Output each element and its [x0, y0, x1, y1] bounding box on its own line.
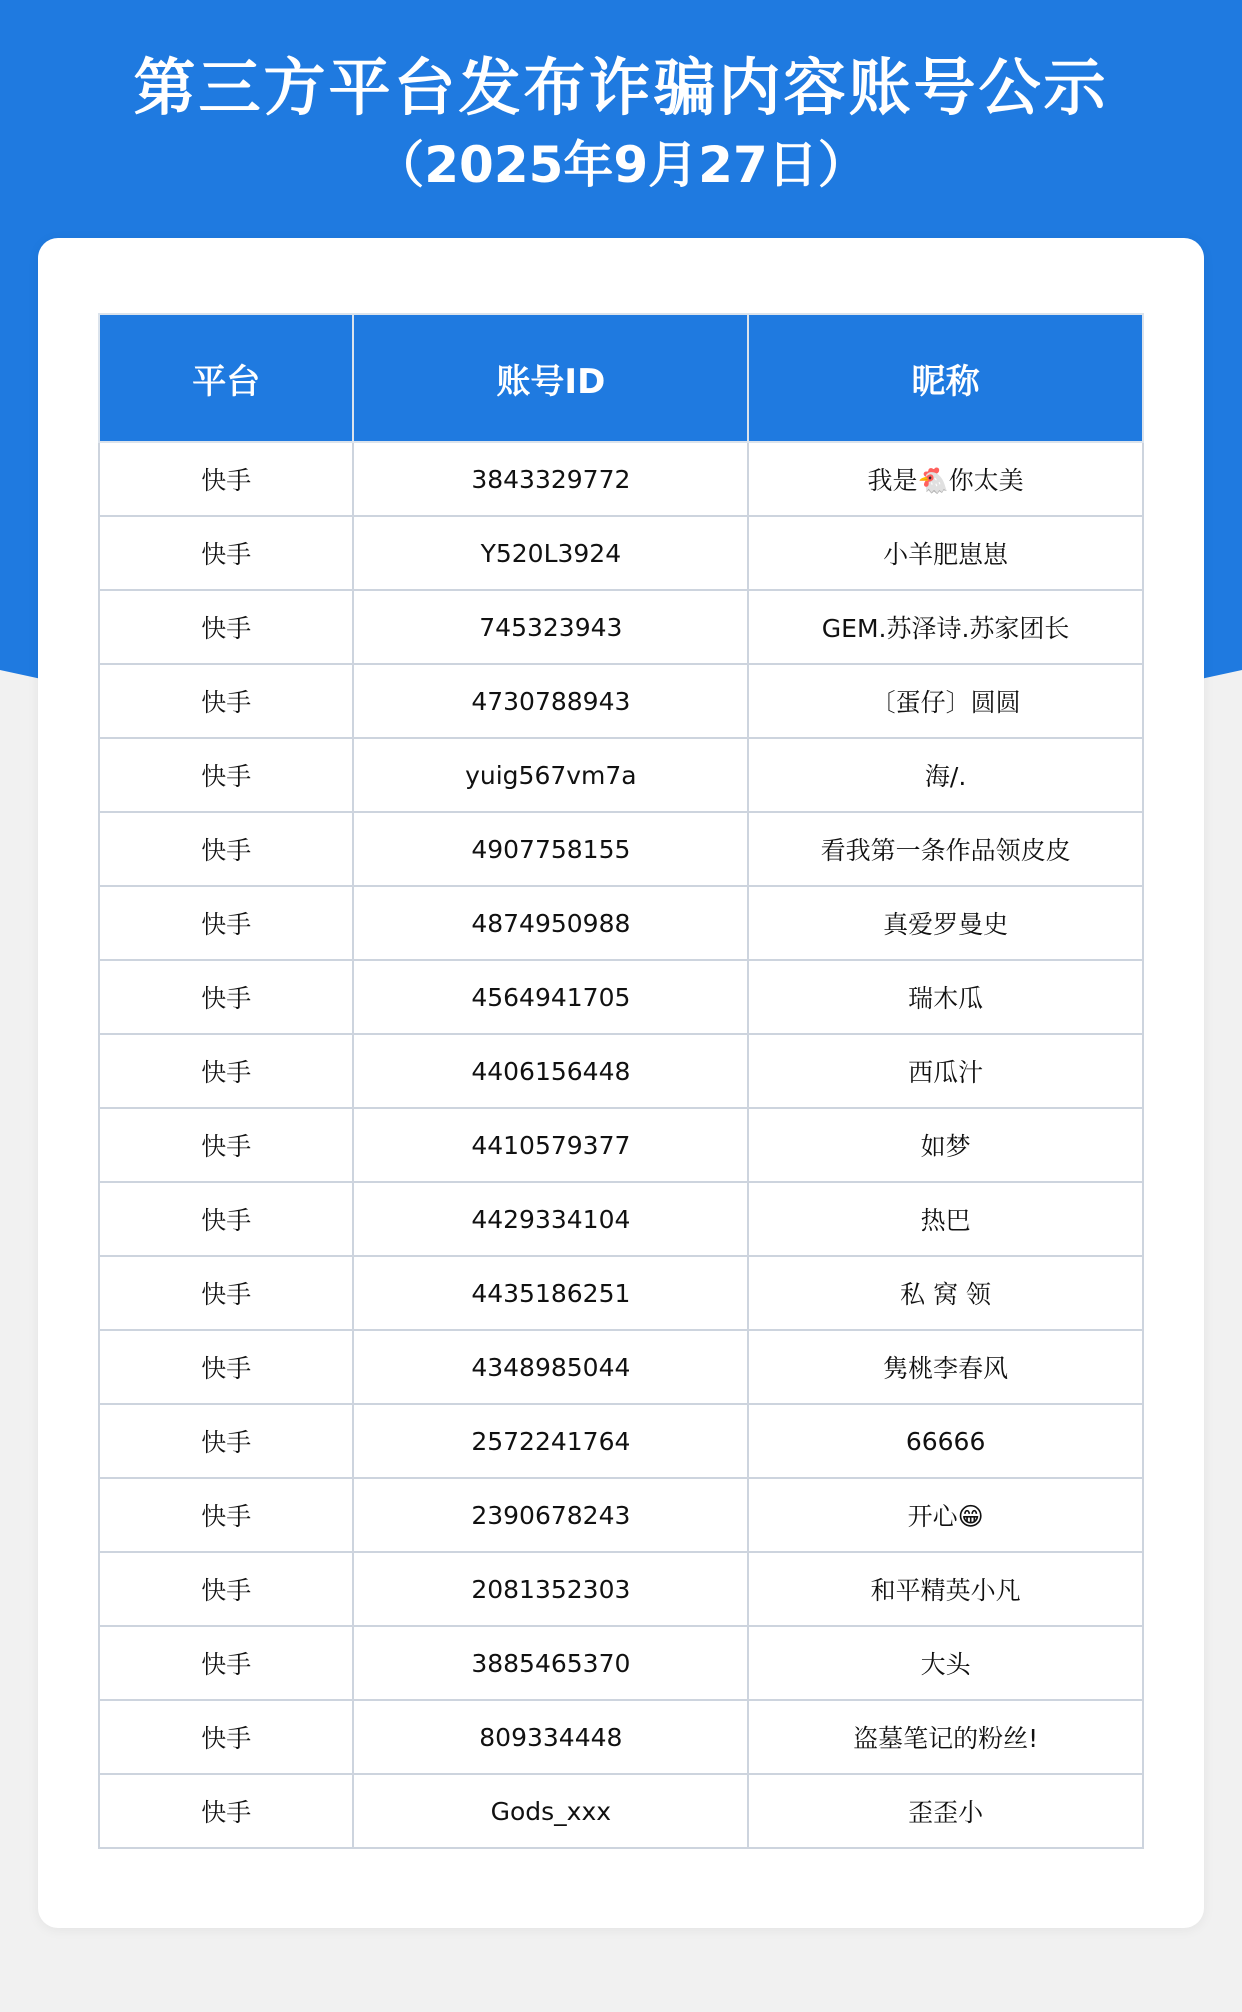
account-id-cell: 4564941705 — [353, 960, 748, 1034]
account-table — [98, 313, 1144, 1849]
platform-cell: 快手 — [99, 960, 353, 1034]
table-row — [99, 442, 1143, 516]
nickname-cell: 开心😁 — [748, 1478, 1143, 1552]
table-row — [99, 1478, 1143, 1552]
table-row — [99, 1552, 1143, 1626]
account-id-cell: 4435186251 — [353, 1256, 748, 1330]
account-id-cell: 2390678243 — [353, 1478, 748, 1552]
page-date: （2025年9月27日） — [374, 136, 868, 194]
nickname-cell: 隽桃李春风 — [748, 1330, 1143, 1404]
nickname-cell: 〔蛋仔〕圆圆 — [748, 664, 1143, 738]
table-row — [99, 1774, 1143, 1848]
table-header-row — [99, 314, 1143, 442]
platform-cell: 快手 — [99, 664, 353, 738]
table-row — [99, 664, 1143, 738]
table-row — [99, 590, 1143, 664]
account-id-cell: 3843329772 — [353, 442, 748, 516]
header-platform: 平台 — [99, 314, 353, 442]
account-id-cell: 2081352303 — [353, 1552, 748, 1626]
table-row — [99, 516, 1143, 590]
nickname-cell: 看我第一条作品领皮皮 — [748, 812, 1143, 886]
nickname-cell: 和平精英小凡 — [748, 1552, 1143, 1626]
platform-cell: 快手 — [99, 1256, 353, 1330]
nickname-cell: 小羊肥崽崽 — [748, 516, 1143, 590]
account-id-cell: Gods_xxx — [353, 1774, 748, 1848]
table-row — [99, 1404, 1143, 1478]
nickname-cell: GEM.苏泽诗.苏家团长 — [748, 590, 1143, 664]
nickname-cell: 如梦 — [748, 1108, 1143, 1182]
page-title: 第三方平台发布诈骗内容账号公示 — [133, 51, 1109, 124]
table-row — [99, 1330, 1143, 1404]
table-row — [99, 1108, 1143, 1182]
account-id-cell: 4406156448 — [353, 1034, 748, 1108]
account-id-cell: yuig567vm7a — [353, 738, 748, 812]
nickname-cell: 私 窝 领 — [748, 1256, 1143, 1330]
header-nickname: 昵称 — [748, 314, 1143, 442]
platform-cell: 快手 — [99, 738, 353, 812]
table-row — [99, 1626, 1143, 1700]
platform-cell: 快手 — [99, 1330, 353, 1404]
nickname-cell: 西瓜汁 — [748, 1034, 1143, 1108]
account-id-cell: 4410579377 — [353, 1108, 748, 1182]
table-row — [99, 960, 1143, 1034]
account-id-cell: 4429334104 — [353, 1182, 748, 1256]
account-id-cell: 4730788943 — [353, 664, 748, 738]
platform-cell: 快手 — [99, 442, 353, 516]
account-id-cell: 745323943 — [353, 590, 748, 664]
platform-cell: 快手 — [99, 886, 353, 960]
nickname-cell: 歪歪小 — [748, 1774, 1143, 1848]
nickname-cell: 真爱罗曼史 — [748, 886, 1143, 960]
nickname-cell: 盗墓笔记的粉丝! — [748, 1700, 1143, 1774]
platform-cell: 快手 — [99, 516, 353, 590]
account-id-cell: 2572241764 — [353, 1404, 748, 1478]
nickname-cell: 66666 — [748, 1404, 1143, 1478]
content-card — [38, 238, 1204, 1928]
account-id-cell: Y520L3924 — [353, 516, 748, 590]
platform-cell: 快手 — [99, 1478, 353, 1552]
table-row — [99, 1700, 1143, 1774]
nickname-cell: 大头 — [748, 1626, 1143, 1700]
platform-cell: 快手 — [99, 1700, 353, 1774]
header-account-id: 账号ID — [353, 314, 748, 442]
platform-cell: 快手 — [99, 1108, 353, 1182]
account-id-cell: 809334448 — [353, 1700, 748, 1774]
platform-cell: 快手 — [99, 590, 353, 664]
table-row — [99, 1256, 1143, 1330]
page-header — [0, 48, 1242, 200]
table-body — [99, 442, 1143, 1848]
table-row — [99, 1182, 1143, 1256]
nickname-cell: 热巴 — [748, 1182, 1143, 1256]
nickname-cell: 瑞木瓜 — [748, 960, 1143, 1034]
platform-cell: 快手 — [99, 812, 353, 886]
table-row — [99, 738, 1143, 812]
account-id-cell: 4348985044 — [353, 1330, 748, 1404]
account-id-cell: 3885465370 — [353, 1626, 748, 1700]
table-row — [99, 1034, 1143, 1108]
nickname-cell: 我是🐔你太美 — [748, 442, 1143, 516]
platform-cell: 快手 — [99, 1626, 353, 1700]
nickname-cell: 海/. — [748, 738, 1143, 812]
account-id-cell: 4907758155 — [353, 812, 748, 886]
platform-cell: 快手 — [99, 1034, 353, 1108]
platform-cell: 快手 — [99, 1552, 353, 1626]
table-row — [99, 886, 1143, 960]
platform-cell: 快手 — [99, 1404, 353, 1478]
account-id-cell: 4874950988 — [353, 886, 748, 960]
table-row — [99, 812, 1143, 886]
platform-cell: 快手 — [99, 1774, 353, 1848]
platform-cell: 快手 — [99, 1182, 353, 1256]
